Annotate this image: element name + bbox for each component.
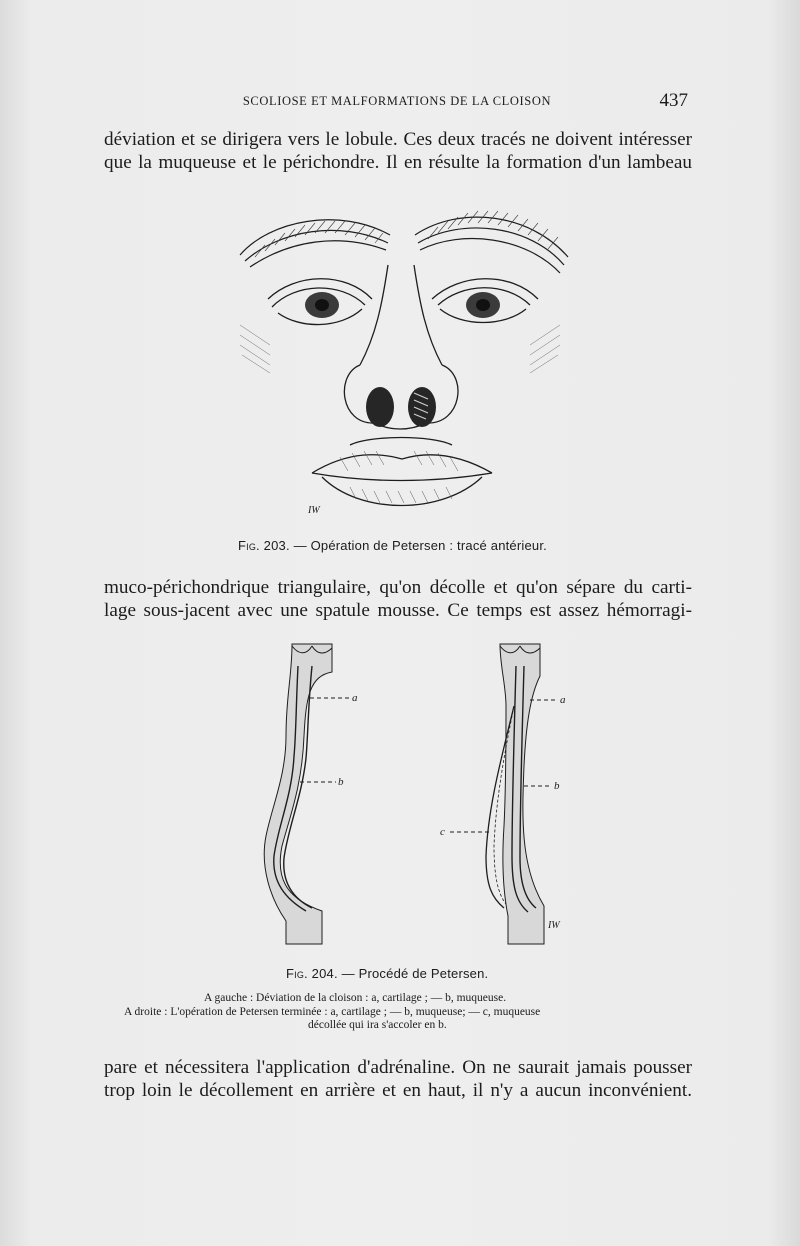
- right-septum-diagram: [440, 644, 566, 944]
- text-line: lage sous-jacent avec une spatule mousse. Ce temps est assez hémorragi-: [104, 600, 692, 621]
- figure-203-caption-text: — Opération de Petersen : tracé antérieur.: [293, 538, 547, 553]
- label-b-right: b: [554, 780, 560, 792]
- label-b-left: b: [338, 776, 344, 788]
- figure-203-face-illustration: [200, 195, 600, 535]
- text-line: pare et nécessitera l'application d'adrénaline. On ne saurait jamais pousser: [104, 1057, 692, 1078]
- figure-204-septum-diagrams: [240, 636, 580, 956]
- label-a-left: a: [352, 692, 358, 704]
- engraver-mark-fig-204: IW: [548, 920, 560, 931]
- nostrils: [366, 387, 436, 427]
- figure-203-caption: [238, 538, 547, 553]
- legend-line: A gauche : Déviation de la cloison : a, cartilage ; — b, muqueuse.: [204, 992, 507, 1004]
- irises: [305, 292, 500, 318]
- paragraph-top: [104, 128, 692, 174]
- lips: [312, 438, 492, 506]
- cheek-shading: [240, 325, 560, 373]
- text-line: trop loin le décollement en arrière et en haut, il n'y a aucun inconvénient.: [104, 1080, 692, 1101]
- text-line: que la muqueuse et le périchondre. Il en résulte la formation d'un lambeau: [104, 152, 692, 173]
- eyebrows: [240, 217, 568, 273]
- label-c-right: c: [440, 826, 445, 838]
- figure-204-caption-prefix: Fig. 204.: [286, 966, 338, 981]
- page-number: 437: [659, 90, 688, 111]
- figure-203-caption-prefix: Fig. 203.: [238, 538, 290, 553]
- paragraph-middle: [104, 576, 692, 622]
- label-a-right: a: [560, 694, 566, 706]
- figure-204-caption-text: — Procédé de Petersen.: [341, 966, 489, 981]
- figure-204-caption: [286, 966, 488, 981]
- paragraph-bottom: [104, 1056, 692, 1102]
- legend-line: A droite : L'opération de Petersen terminée : a, cartilage ; — b, muqueuse; — c, muqueuse: [124, 1005, 541, 1018]
- running-title: SCOLIOSE ET MALFORMATIONS DE LA CLOISON: [242, 94, 552, 108]
- figure-204-legend: [124, 992, 674, 1033]
- engraver-mark: IW: [308, 505, 320, 516]
- text-line: déviation et se dirigera vers le lobule. Ces deux tracés ne doivent intéresser: [104, 129, 692, 150]
- text-line: muco-périchondrique triangulaire, qu'on décolle et qu'on sépare du carti-: [104, 577, 692, 598]
- left-septum-diagram: [264, 644, 358, 944]
- legend-line: décollée qui ira s'accoler en b.: [308, 1019, 447, 1031]
